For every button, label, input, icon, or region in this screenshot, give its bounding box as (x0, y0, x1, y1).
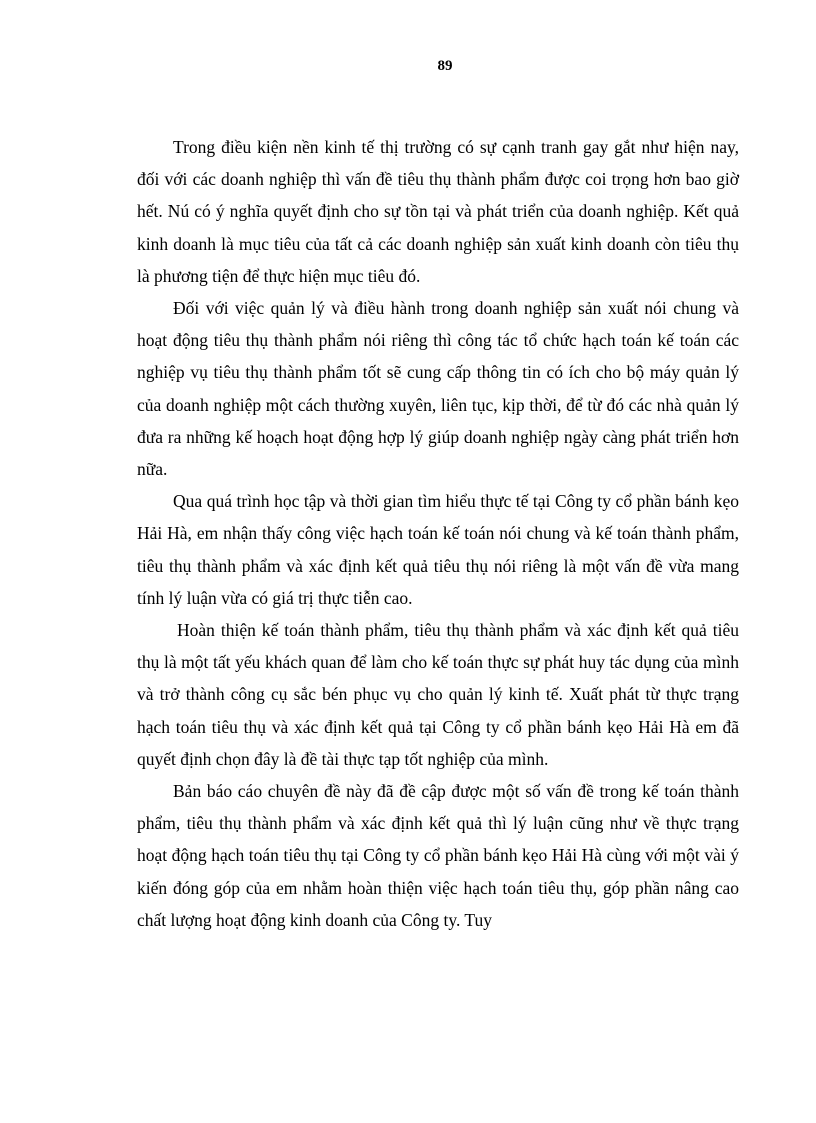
page-number: 89 (437, 58, 453, 74)
document-body (137, 131, 739, 936)
paragraph-management: Đối với việc quản lý và điều hành trong doanh nghiệp sản xuất nói chung và hoạt động tiêu thụ thành phẩm nói riêng thì công tác tổ chức hạch toán kế toán các nghiệp vụ tiêu thụ thành phẩm tốt sẽ cung cấp thông tin có ích cho bộ máy quản lý của doanh nghiệp một cách thường xuyên, liên tục, kịp thời, để từ đó các nhà quản lý đưa ra những kế hoạch hoạt động hợp lý giúp doanh nghiệp ngày càng phát triển hơn nữa. (137, 298, 739, 480)
paragraph-intro: Trong điều kiện nền kinh tế thị trường có sự cạnh tranh gay gắt như hiện nay, đối với các doanh nghiệp thì vấn đề tiêu thụ thành phẩm được coi trọng hơn bao giờ hết. Nú có ý nghĩa quyết định cho sự tồn tại và phát triển của doanh nghiệp. Kết quả kinh doanh là mục tiêu của tất cả các doanh nghiệp sản xuất kinh doanh còn tiêu thụ là phương tiện để thực hiện mục tiêu đó. (137, 137, 739, 286)
paragraph-study: Qua quá trình học tập và thời gian tìm hiểu thực tế tại Công ty cổ phần bánh kẹo Hải Hà, em nhận thấy công việc hạch toán kế toán nói chung và kế toán thành phẩm, tiêu thụ thành phẩm và xác định kết quả tiêu thụ nói riêng là một vấn đề vừa mang tính lý luận vừa có giá trị thực tiễn cao. (137, 491, 739, 608)
paragraph-completion: Hoàn thiện kế toán thành phẩm, tiêu thụ thành phẩm và xác định kết quả tiêu thụ là một tất yếu khách quan để làm cho kế toán thực sự phát huy tác dụng của mình và trở thành công cụ sắc bén phục vụ cho quản lý kinh tế. Xuất phát từ thực trạng hạch toán tiêu thụ và xác định kết quả tại Công ty cổ phần bánh kẹo Hải Hà em đã quyết định chọn đây là đề tài thực tạp tốt nghiệp của mình. (137, 620, 739, 769)
paragraph-report: Bản báo cáo chuyên đề này đã đề cập được một số vấn đề trong kế toán thành phẩm, tiêu thụ thành phẩm và xác định kết quả thì lý luận cũng như về thực trạng hoạt động hạch toán tiêu thụ tại Công ty cổ phần bánh kẹo Hải Hà cùng với một vài ý kiến đóng góp của em nhằm hoàn thiện việc hạch toán tiêu thụ, góp phần nâng cao chất lượng hoạt động kinh doanh của Công ty. Tuy (137, 781, 739, 930)
